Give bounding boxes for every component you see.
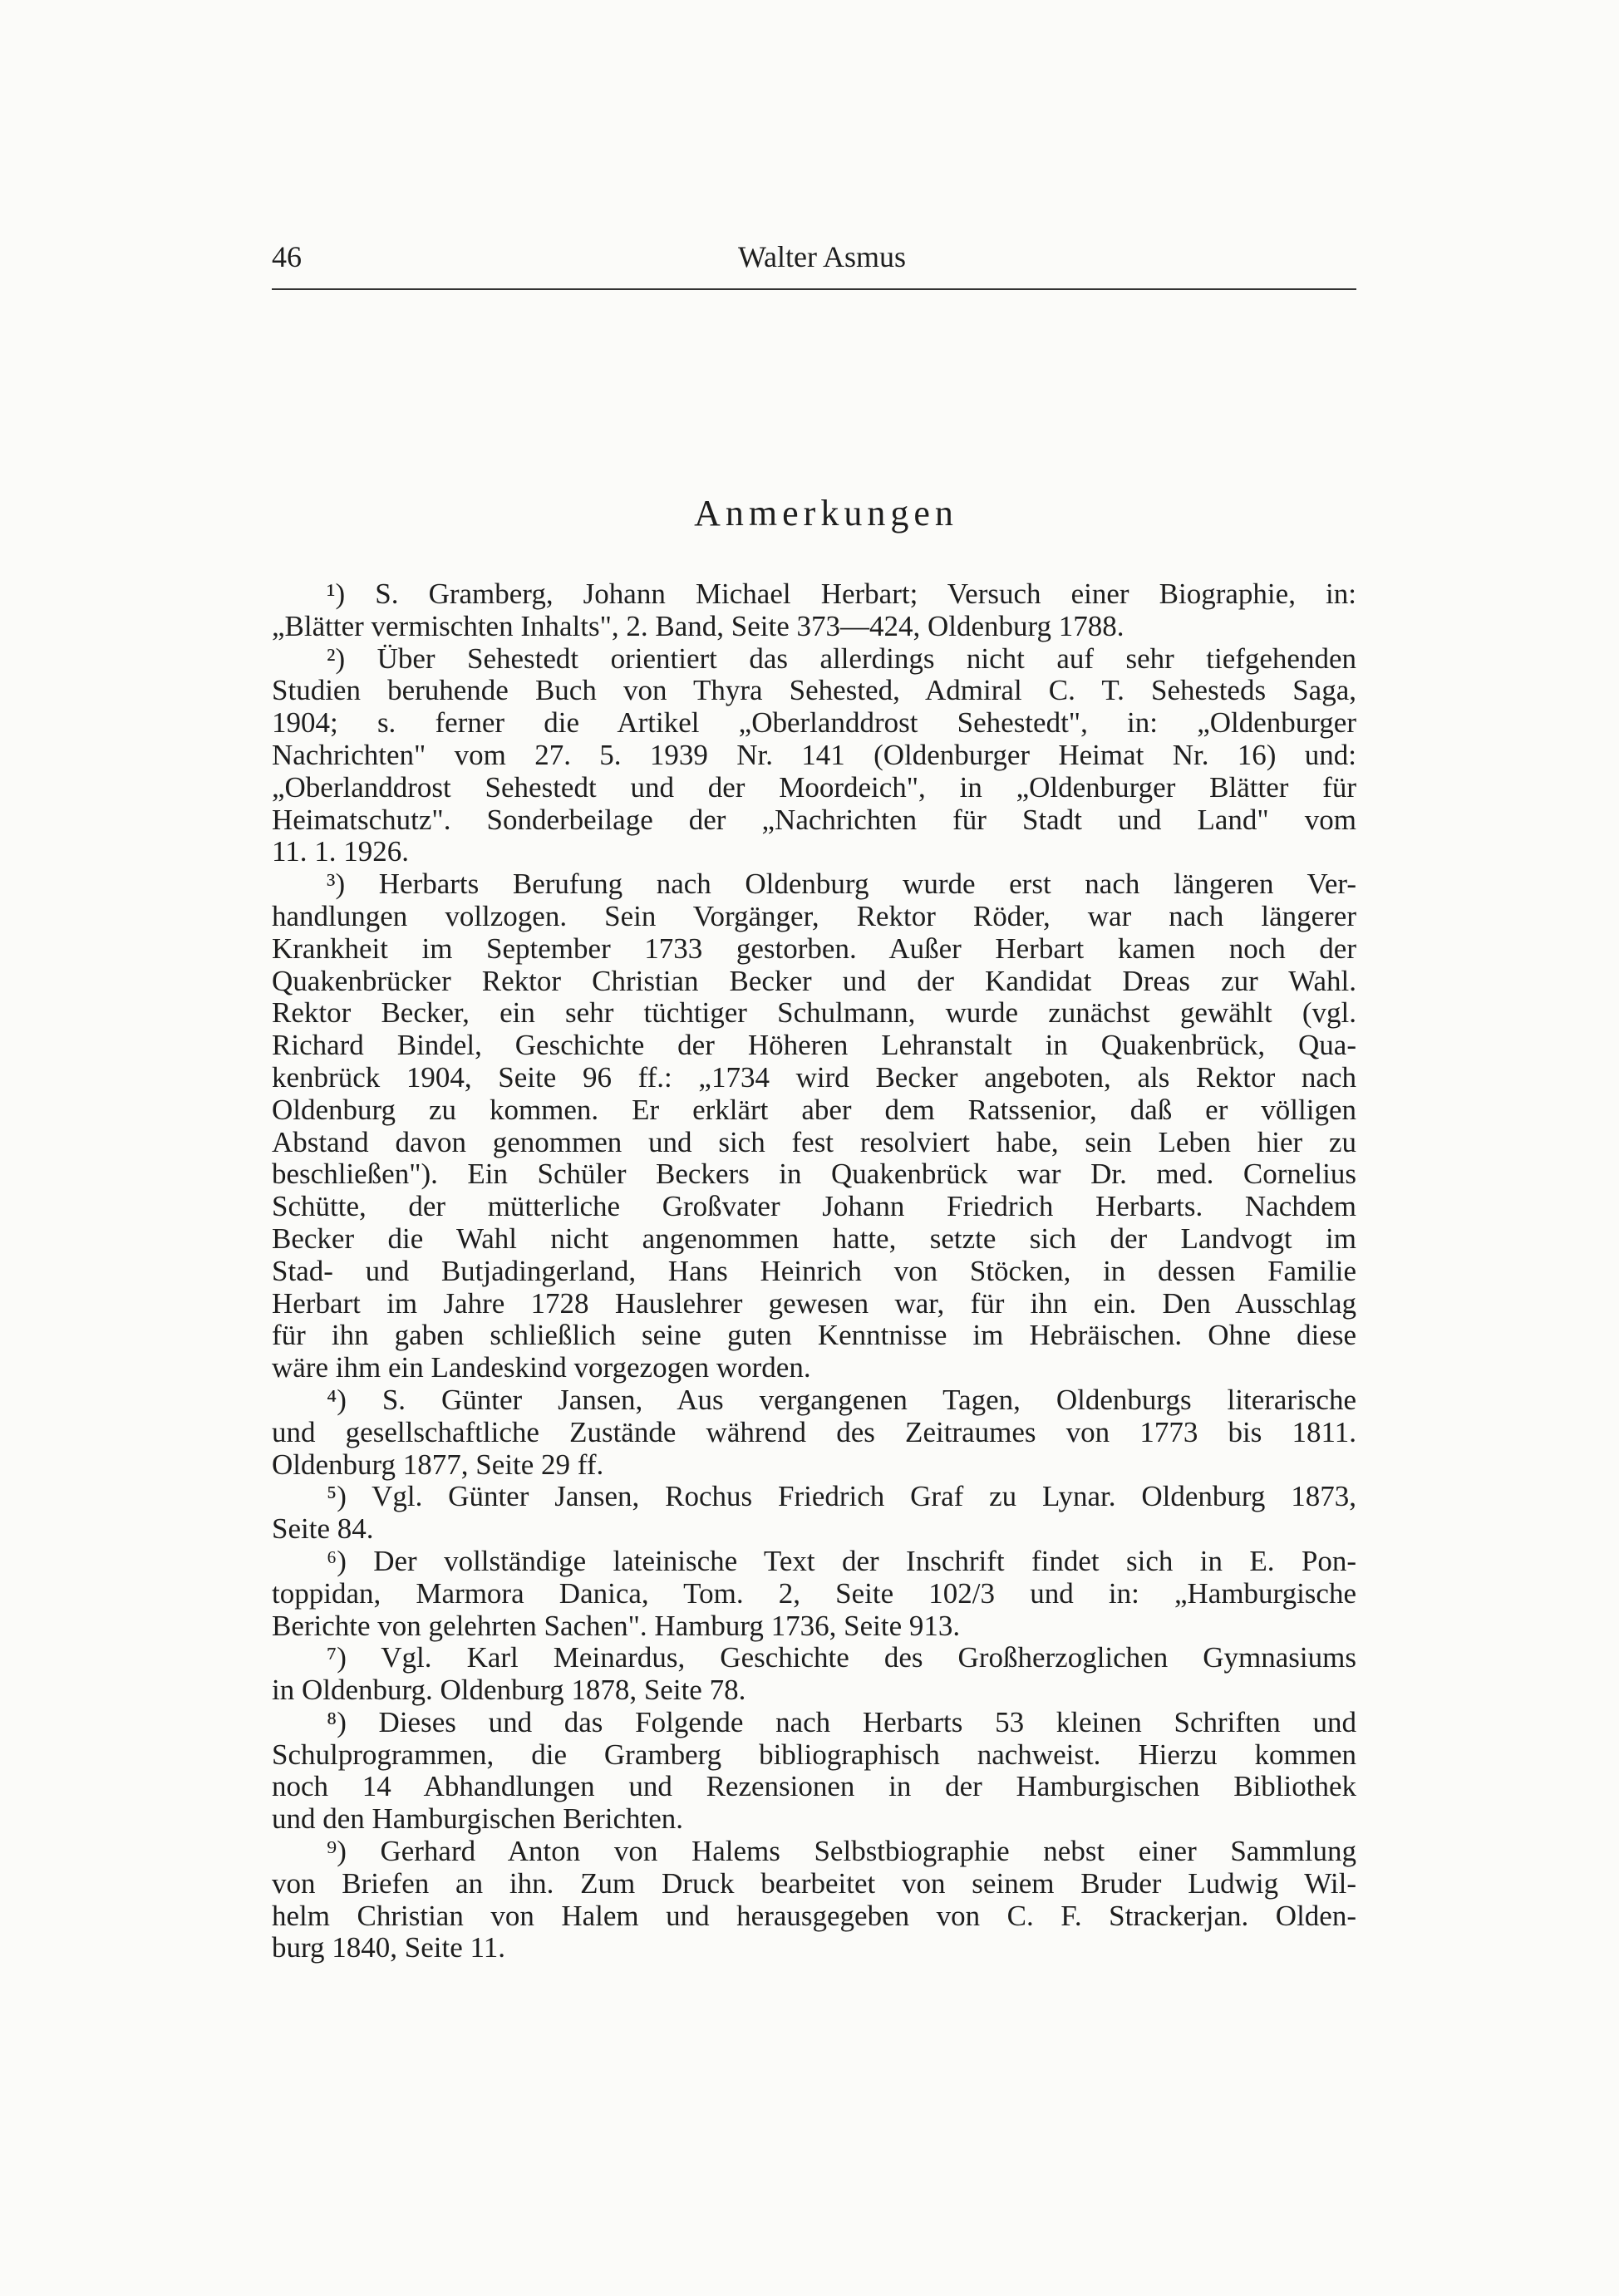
footnote-line: Stad- und Butjadingerland, Hans Heinrich von Stöcken, in dessen Familie <box>272 1254 1356 1287</box>
footnote-line: Heimatschutz". Sonderbeilage der „Nachrichten für Stadt und Land" vom <box>272 803 1356 836</box>
footnote-3 <box>272 868 1356 1384</box>
footnote-line: ⁶) Der vollständige lateinische Text der Inschrift findet sich in E. Pon- <box>327 1544 1356 1577</box>
footnote-4 <box>272 1384 1356 1481</box>
footnote-2 <box>272 643 1356 869</box>
footnote-line: und den Hamburgischen Berichten. <box>272 1802 684 1836</box>
footnote-line: Oldenburg 1877, Seite 29 ff. <box>272 1448 604 1481</box>
footnote-line: „Blätter vermischten Inhalts", 2. Band, Seite 373—424, Oldenburg 1788. <box>272 609 1124 642</box>
footnote-line: Oldenburg zu kommen. Er erklärt aber dem Ratssenior, daß er völligen <box>272 1093 1356 1126</box>
footnote-line: 11. 1. 1926. <box>272 835 409 868</box>
footnote-line: ⁸) Dieses und das Folgende nach Herbarts 53 kleinen Schriften und <box>327 1705 1356 1738</box>
footnote-line: in Oldenburg. Oldenburg 1878, Seite 78. <box>272 1674 746 1707</box>
footnote-line: Abstand davon genommen und sich fest resolviert habe, sein Leben hier zu <box>272 1125 1356 1158</box>
footnote-line: für ihn gaben schließlich seine guten Kenntnisse im Hebräischen. Ohne diese <box>272 1319 1356 1352</box>
footnote-9 <box>272 1836 1356 1964</box>
footnote-line: Schütte, der mütterliche Großvater Johann Friedrich Herbarts. Nachdem <box>272 1190 1356 1223</box>
footnote-1 <box>272 578 1356 643</box>
footnote-line: beschließen"). Ein Schüler Beckers in Quakenbrück war Dr. med. Cornelius <box>272 1158 1356 1191</box>
footnote-line: Schulprogrammen, die Gramberg bibliographisch nachweist. Hierzu kommen <box>272 1738 1356 1771</box>
footnote-7 <box>272 1642 1356 1707</box>
footnote-line: Rektor Becker, ein sehr tüchtiger Schulmann, wurde zunächst gewählt (vgl. <box>272 996 1356 1030</box>
footnote-line: 1904; s. ferner die Artikel „Oberlanddrost Sehestedt", in: „Oldenburger <box>272 706 1356 740</box>
page-number: 46 <box>272 240 302 273</box>
footnote-line: ³) Herbarts Berufung nach Oldenburg wurde erst nach längeren Ver- <box>327 868 1356 901</box>
footnote-8 <box>272 1707 1356 1836</box>
footnote-line: toppidan, Marmora Danica, Tom. 2, Seite 102/3 und in: „Hamburgische <box>272 1576 1356 1610</box>
footnote-line: Nachrichten" vom 27. 5. 1939 Nr. 141 (Oldenburger Heimat Nr. 16) und: <box>272 738 1356 771</box>
footnote-line: Becker die Wahl nicht angenommen hatte, setzte sich der Landvogt im <box>272 1222 1356 1255</box>
footnote-line: ⁷) Vgl. Karl Meinardus, Geschichte des Großherzoglichen Gymnasiums <box>327 1641 1356 1674</box>
footnote-line: kenbrück 1904, Seite 96 ff.: „1734 wird Becker angeboten, als Rektor nach <box>272 1060 1356 1094</box>
footnote-line: noch 14 Abhandlungen und Rezensionen in der Hamburgischen Bibliothek <box>272 1770 1356 1803</box>
footnote-line: Herbart im Jahre 1728 Hauslehrer gewesen war, für ihn ein. Den Ausschlag <box>272 1286 1356 1320</box>
footnote-line: Richard Bindel, Geschichte der Höheren Lehranstalt in Quakenbrück, Qua- <box>272 1029 1356 1062</box>
footnote-line: ⁹) Gerhard Anton von Halems Selbstbiographie nebst einer Sammlung <box>327 1835 1356 1868</box>
footnote-line: handlungen vollzogen. Sein Vorgänger, Rektor Röder, war nach längerer <box>272 899 1356 932</box>
footnote-line: ⁵) Vgl. Günter Jansen, Rochus Friedrich Graf zu Lynar. Oldenburg 1873, <box>327 1480 1356 1513</box>
footnote-line: ⁴) S. Günter Jansen, Aus vergangenen Tagen, Oldenburgs literarische <box>327 1383 1356 1416</box>
footnote-line: „Oberlanddrost Sehestedt und der Moordeich", in „Oldenburger Blätter für <box>272 770 1356 804</box>
footnote-line: Quakenbrücker Rektor Christian Becker und der Kandidat Dreas zur Wahl. <box>272 964 1356 997</box>
section-title: Anmerkungen <box>694 493 958 533</box>
footnote-line: burg 1840, Seite 11. <box>272 1931 505 1964</box>
footnote-line: Krankheit im September 1733 gestorben. Außer Herbart kamen noch der <box>272 932 1356 965</box>
footnote-line: Berichte von gelehrten Sachen". Hamburg 1736, Seite 913. <box>272 1609 961 1642</box>
footnote-line: und gesellschaftliche Zustände während des Zeitraumes von 1773 bis 1811. <box>272 1415 1356 1448</box>
footnote-line: helm Christian von Halem und herausgegeben von C. F. Strackerjan. Olden- <box>272 1899 1356 1932</box>
footnote-5 <box>272 1481 1356 1546</box>
footnote-6 <box>272 1546 1356 1642</box>
header-rule <box>272 288 1356 290</box>
footnote-line: ²) Über Sehestedt orientiert das allerdings nicht auf sehr tiefgehenden <box>327 642 1356 675</box>
footnotes <box>272 578 1356 1964</box>
running-head-author: Walter Asmus <box>737 240 907 273</box>
footnote-line: Seite 84. <box>272 1512 374 1546</box>
footnote-line: von Briefen an ihn. Zum Druck bearbeitet von seinem Bruder Ludwig Wil- <box>272 1866 1356 1900</box>
footnote-line: wäre ihm ein Landeskind vorgezogen worden. <box>272 1351 811 1384</box>
footnote-line: Studien beruhende Buch von Thyra Sehested, Admiral C. T. Sehesteds Saga, <box>272 674 1356 707</box>
footnote-line: ¹) S. Gramberg, Johann Michael Herbart; Versuch einer Biographie, in: <box>327 578 1356 610</box>
